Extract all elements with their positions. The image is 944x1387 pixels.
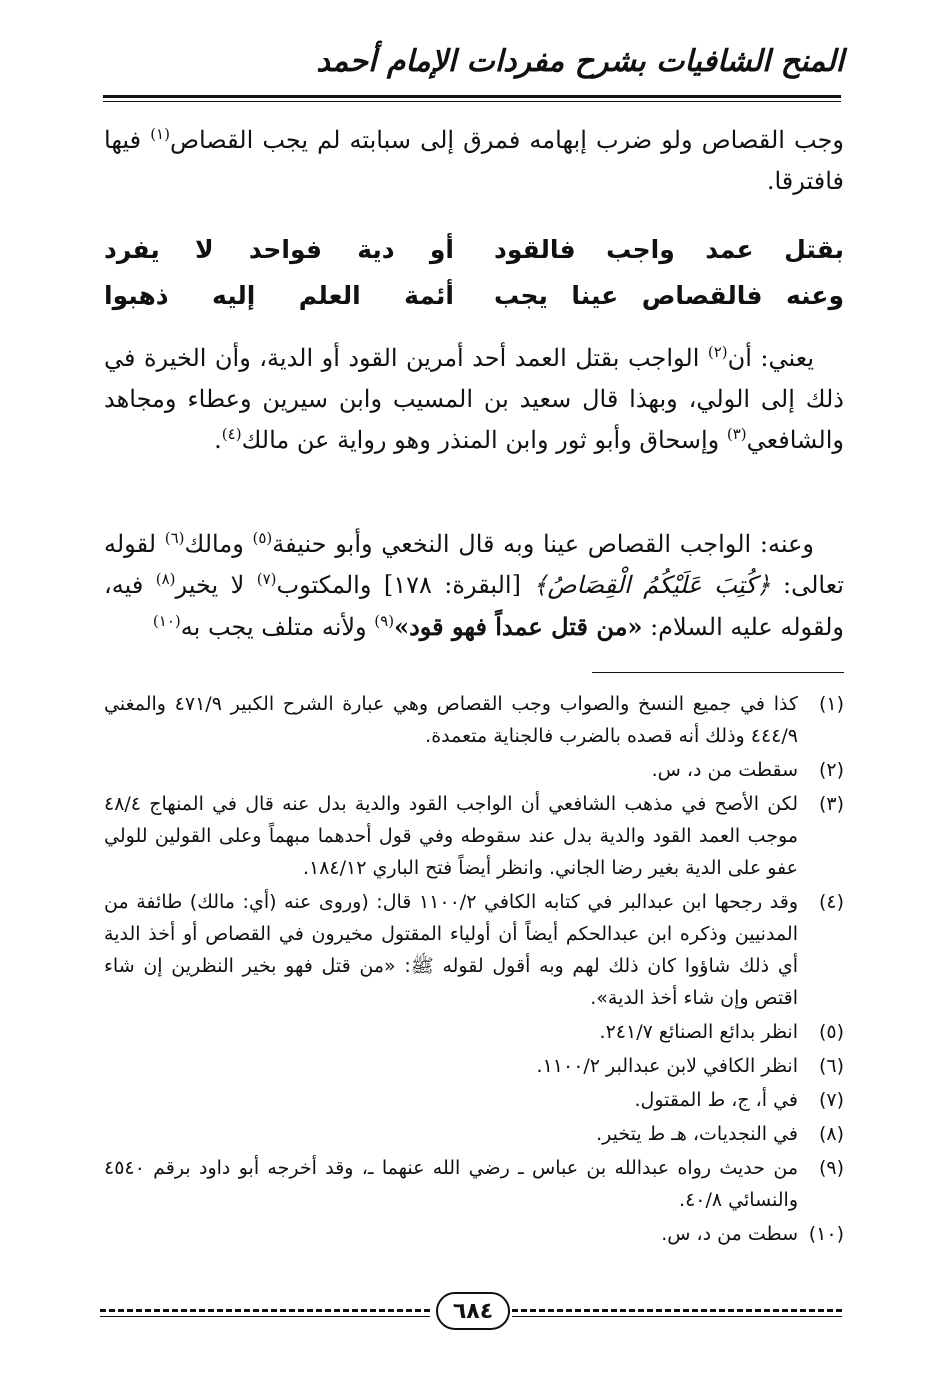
p3-b: ومالك	[184, 530, 253, 558]
p3-f: فيه، ولقوله عليه السلام:	[104, 571, 844, 641]
verse-2-second-hemistich: أئمة العلم إليه ذهبوا	[104, 281, 454, 310]
footnote-ref-6: (٦)	[164, 529, 185, 547]
p3-c: لقوله تعالى:	[104, 530, 844, 599]
verse-1-first-hemistich: بقتل عمد واجب فالقود	[494, 235, 844, 264]
p1-text: وجب القصاص ولو ضرب إبهامه فمرق إلى سبابته لم يجب القصاص	[169, 126, 845, 154]
footnote-ref-5: (٥)	[252, 529, 273, 547]
footer-dashed-rule-left	[100, 1309, 430, 1312]
footnote-text: كذا في جميع النسخ والصواب وجب القصاص وهي عبارة الشرح الكبير ٤٧١/٩ والمغني ٤٤٤/٩ وذلك أنه قصده بالضرب فالجناية متعمدة.	[104, 693, 798, 747]
footnote-ref-2: (٢)	[707, 343, 728, 361]
footnote-8	[104, 1118, 844, 1150]
footer-dashed-rule-right	[512, 1309, 842, 1312]
footnote-text: لكن الأصح في مذهب الشافعي أن الواجب القود والدية بدل عنه قال في المنهاج ٤٨/٤ موجب العمد القود والدية بدل عند سقوطه وفي قول أحدهما مبهماً وعلى القولين للولي عفو على الدية بغير رضا الجاني. وانظر أيضاً فتح الباري ١٨٤/١٢.	[104, 793, 798, 879]
footnote-ref-1: (١)	[150, 125, 170, 143]
paragraph-1	[104, 120, 844, 202]
footnote-4	[104, 886, 844, 1014]
p2-c: وإسحاق وأبو ثور وابن المنذر وهو رواية عن مالك	[241, 426, 727, 454]
hadith-quote: «من قتل عمداً فهو قود»	[394, 612, 643, 641]
footnote-1	[104, 688, 844, 752]
header-rule-thin	[103, 101, 841, 102]
footnote-number: (١٠)	[808, 1223, 844, 1245]
footnote-number: (١)	[818, 693, 844, 715]
footnote-number: (٩)	[818, 1157, 844, 1179]
p1-text-end: فيها فافترقا.	[104, 126, 844, 195]
footnote-9	[104, 1152, 844, 1216]
footnote-text: في النجديات، هـ ط يتخير.	[596, 1123, 798, 1145]
footnote-text: سقطت من د، س.	[651, 759, 798, 781]
footnote-ref-9: (٩)	[374, 612, 395, 630]
running-header-title: المنح الشافيات بشرح مفردات الإمام أحمد	[316, 44, 844, 79]
footer-rule-left	[100, 1316, 430, 1317]
footnote-number: (٧)	[818, 1089, 844, 1111]
footnote-number: (٣)	[818, 793, 844, 815]
footnote-text: في أ، ج، ط المقتول.	[634, 1089, 798, 1111]
footnote-number: (٥)	[818, 1021, 844, 1043]
footnote-10	[104, 1218, 844, 1250]
footnote-separator	[592, 672, 844, 673]
page-footer	[100, 1290, 842, 1330]
footnote-ref-10: (١٠)	[152, 612, 181, 630]
paragraph-3	[104, 524, 844, 648]
footnote-6	[104, 1050, 844, 1082]
p3-a: وعنه: الواجب القصاص عينا وبه قال النخعي وأبو حنيفة	[272, 530, 814, 558]
footnote-text: انظر الكافي لابن عبدالبر ١١٠٠/٢.	[536, 1055, 798, 1077]
footnote-text: وقد رجحها ابن عبدالبر في كتابه الكافي ١١٠٠/٢ قال: (وروى عنه (أي: مالك) طائفة من المدنيين وذكره ابن عبدالحكم أيضاً أن أولياء المقتول مخيرون في القصاص أو أخذ الدية أي ذلك شاؤوا كان ذلك لهم وبه أقول لقوله ﷺ: «من قتل فهو بخير النظرين إن شاء اقتص وإن شاء أخذ الدية».	[104, 891, 798, 1009]
p2-a: يعني: أن	[727, 344, 815, 372]
verse-line-2	[104, 272, 844, 322]
footnote-text: من حديث رواه عبدالله بن عباس ـ رضي الله عنهما ـ، وقد أخرجه أبو داود برقم ٤٥٤٠ والنسائي ٤٠/٨.	[104, 1157, 798, 1211]
footnote-number: (٢)	[818, 759, 844, 781]
page-number: ٦٨٤	[436, 1292, 510, 1330]
footnotes-list	[104, 688, 844, 1252]
verse-line-1	[104, 226, 844, 276]
footnote-number: (٦)	[818, 1055, 844, 1077]
p2-d: .	[214, 426, 222, 454]
footnote-ref-4: (٤)	[221, 425, 242, 443]
verse-2-first-hemistich: وعنه فالقصاص عينا يجب	[494, 281, 844, 310]
footnote-ref-3: (٣)	[726, 425, 747, 443]
footnote-2	[104, 754, 844, 786]
quran-quote: ﴿كُتِبَ عَلَيْكُمُ الْقِصَاصُ﴾	[533, 571, 771, 599]
footnote-number: (٨)	[818, 1123, 844, 1145]
footnote-ref-8: (٨)	[155, 570, 176, 588]
footnote-text: سطت من د، س.	[661, 1223, 798, 1245]
paragraph-2	[104, 338, 844, 461]
header-rule-thick	[103, 95, 841, 98]
footnote-number: (٤)	[818, 891, 844, 913]
footnote-3	[104, 788, 844, 884]
footnote-5	[104, 1016, 844, 1048]
verse-1-second-hemistich: أو دية فواحد لا يفرد	[104, 235, 454, 264]
p3-e: لا يخير	[175, 571, 257, 599]
footnote-text: انظر بدائع الصنائع ٢٤١/٧.	[599, 1021, 798, 1043]
footnote-7	[104, 1084, 844, 1116]
p2-b: الواجب بقتل العمد أحد أمرين القود أو الدية، وأن الخيرة في ذلك إلى الولي، وبهذا قال سعيد بن المسيب وابن سيرين وعطاء ومجاهد والشافعي	[104, 344, 844, 454]
p3-g: ولأنه متلف يجب به	[180, 613, 375, 641]
footer-rule-right	[512, 1316, 842, 1317]
footnote-ref-7: (٧)	[256, 570, 277, 588]
p3-d: [البقرة: ١٧٨] والمكتوب	[276, 571, 534, 599]
